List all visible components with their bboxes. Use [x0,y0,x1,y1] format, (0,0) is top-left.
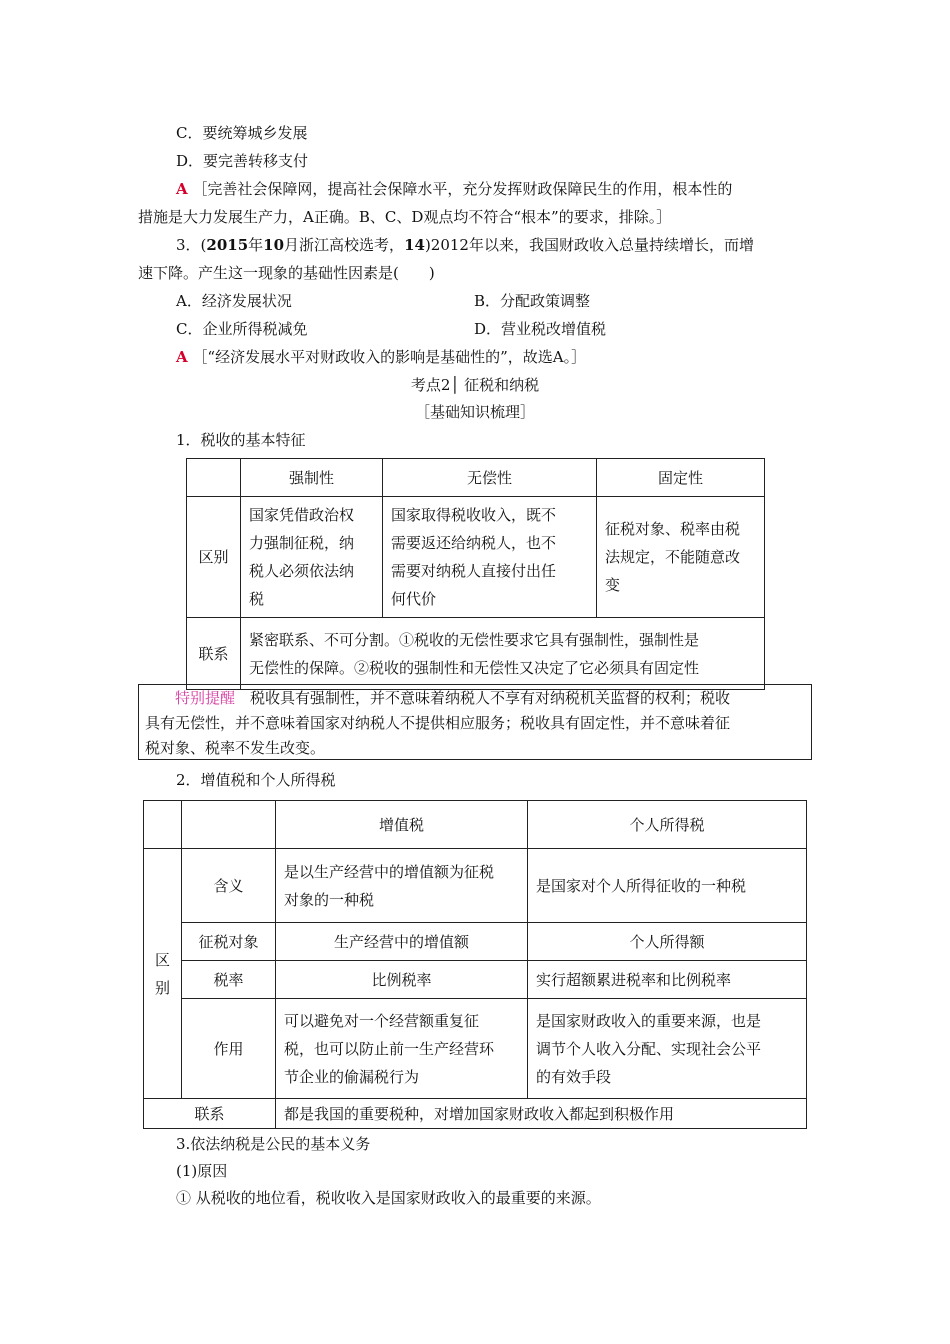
table-corner [144,801,182,849]
option-b: B．分配政策调整 [474,292,591,310]
option-d-prev: D．要完善转移支付 [176,152,309,170]
header-compulsory: 强制性 [241,459,383,497]
cell-vat-function: 可以避免对一个经营额重复征 税，也可以防止前一生产经营环 节企业的偷漏税行为 [276,999,528,1099]
answer-explanation-line1: ［完善社会保障网，提高社会保障水平，充分发挥财政保障民生的作用，根本性的 [192,180,733,198]
option-c-prev: C．要统筹城乡发展 [176,124,308,142]
section-subtitle: ［基础知识梳理］ [414,403,535,421]
cell-pit-rate: 实行超额累进税率和比例税率 [528,961,807,999]
cell-vat-rate: 比例税率 [276,961,528,999]
option-d: D．营业税改增值税 [474,320,607,338]
duty-item-1: ① 从税收的地位看，税收收入是国家财政收入的最重要的来源。 [176,1189,601,1207]
answer-2 [176,179,732,199]
row-label-link: 联系 [187,618,241,690]
option-a: A．经济发展状况 [176,292,292,310]
option-c: C．企业所得税减免 [176,320,308,338]
row-label-meaning: 含义 [182,849,276,923]
cell-pit-object: 个人所得额 [528,923,807,961]
row-label-function: 作用 [182,999,276,1099]
cell-gratuitous-diff: 国家取得税收收入，既不 需要返还给纳税人，也不 需要对纳税人直接付出任 何代价 [383,497,597,618]
answer-3 [176,347,586,367]
cell-compulsory-diff: 国家凭借政治权 力强制征税，纳 税人必须依法纳 税 [241,497,383,618]
table-corner [187,459,241,497]
cell-link: 紧密联系、不可分割。①税收的无偿性要求它具有强制性，强制性是 无偿性的保障。②税收的强制性和无偿性又决定了它必须具有固定性 [241,618,765,690]
reminder-label: 特别提醒 [175,689,236,707]
reminder-line3: 税对象、税率不发生改变。 [145,739,326,757]
answer-explanation-line2: 措施是大力发展生产力，A正确。B、C、D观点均不符合“根本”的要求，排除。］ [138,208,672,226]
row-label-rate: 税率 [182,961,276,999]
row-label-object: 征税对象 [182,923,276,961]
heading-vat: 2．增值税和个人所得税 [176,771,336,789]
header-gratuitous: 无偿性 [383,459,597,497]
duty-subheading: (1)原因 [176,1162,228,1180]
row-label-vat-link: 联系 [144,1099,276,1129]
answer-explanation: ［“经济发展水平对财政收入的影响是基础性的”，故选A。］ [192,348,587,366]
answer-letter: A [176,180,188,198]
heading-tax-features: 1．税收的基本特征 [176,431,306,449]
question-3-line2: 速下降。产生这一现象的基础性因素是( ) [138,264,435,282]
question-3-line1: 3．(2015年10月浙江高校选考，14)2012年以来，我国财政收入总量持续增长，而增 [176,236,754,254]
cell-vat-object: 生产经营中的增值额 [276,923,528,961]
tax-features-table [186,458,765,690]
group-label-difference: 区 别 [144,849,182,1099]
cell-fixed-diff: 征税对象、税率由税 法规定，不能随意改 变 [597,497,765,618]
vat-pit-table [143,800,807,1129]
heading-duty: 3.依法纳税是公民的基本义务 [176,1135,371,1153]
cell-pit-meaning: 是国家对个人所得征收的一种税 [528,849,807,923]
header-pit: 个人所得税 [528,801,807,849]
section-title: 考点2│ 征税和纳税 [410,376,540,394]
header-vat: 增值税 [276,801,528,849]
special-reminder-box [138,684,812,760]
reminder-line1: 税收具有强制性，并不意味着纳税人不享有对纳税机关监督的权利；税收 [235,689,731,707]
answer-letter: A [176,348,188,366]
table-corner-2 [182,801,276,849]
cell-vat-meaning: 是以生产经营中的增值额为征税 对象的一种税 [276,849,528,923]
cell-pit-function: 是国家财政收入的重要来源，也是 调节个人收入分配、实现社会公平 的有效手段 [528,999,807,1099]
row-label-difference: 区别 [187,497,241,618]
header-fixed: 固定性 [597,459,765,497]
reminder-line2: 具有无偿性，并不意味着国家对纳税人不提供相应服务；税收具有固定性，并不意味着征 [145,714,731,732]
cell-vat-link: 都是我国的重要税种，对增加国家财政收入都起到积极作用 [276,1099,807,1129]
